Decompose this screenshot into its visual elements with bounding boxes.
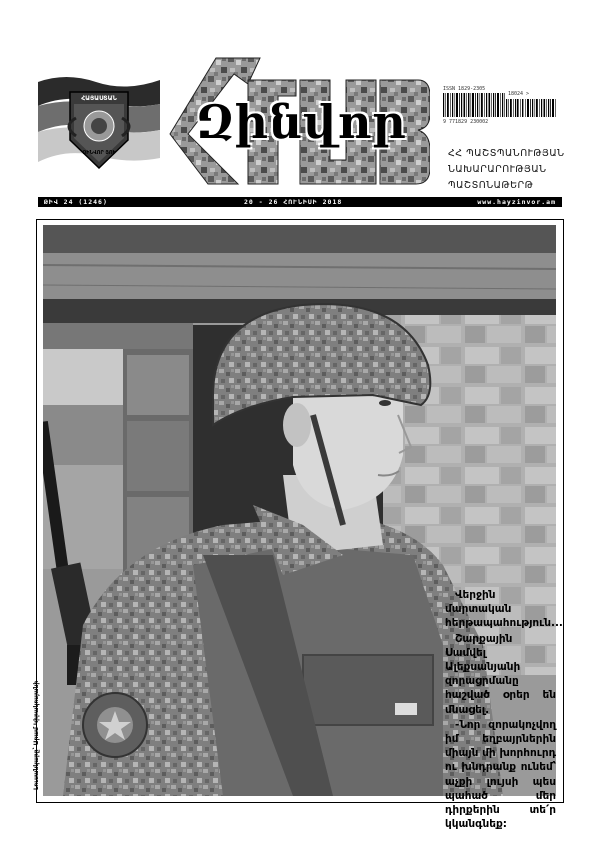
ministry-line-1: ՀՀ ՊԱՇՏՊԱՆՈՒԹՅԱՆ <box>448 148 565 159</box>
ministry-title <box>448 146 588 194</box>
flag-emblem <box>36 74 162 172</box>
barcode-digits: 9 771829 230002 <box>443 119 489 125</box>
ministry-line-3: ՊԱՇՏՈՆԱԹԵՐԹ <box>448 180 534 191</box>
website-link[interactable]: www.hayzinvor.am <box>477 198 556 206</box>
caption-paragraph-1: Վերջին մարտական հերթապահություն... <box>445 589 563 630</box>
photo-credit: Լուսանկարը՝ Արամ Կիրակոսյանի <box>33 680 40 790</box>
emblem-label-bottom: ԶԻՆՎՈՐ ՅՈՒ <box>82 150 116 156</box>
caption-paragraph-3: -Նոր զորակոչվող իմ եղբայրներին միայն մի խորհուրդ ու խնդրանք ունեմ՝ աչքի լույսի պես պահած մեր դիրքերին տե՛ր կկանգնեք: <box>445 718 556 831</box>
issue-date: 20 - 26 ՀՈՒՆԻՍԻ 2018 <box>244 198 343 206</box>
info-strip <box>38 197 562 207</box>
issue-code: 18024 > <box>508 91 530 97</box>
issn-text: ISSN 1829-2305 <box>443 86 486 92</box>
ministry-line-2: ՆԱԽԱՐԱՐՈՒԹՅԱՆ <box>448 164 547 175</box>
caption-paragraph-2: Շարքային Սամվել Ալեքսանյանի զորացրմանը հաշված օրեր են մնացել. <box>445 632 556 716</box>
photo-caption <box>445 588 563 832</box>
issue-number: ԹԻՎ 24 (1246) <box>44 198 108 206</box>
emblem-label-top: ՀԱՅԱՍՏԱՆ <box>81 95 117 102</box>
masthead-title: Զինվոր <box>196 95 407 149</box>
